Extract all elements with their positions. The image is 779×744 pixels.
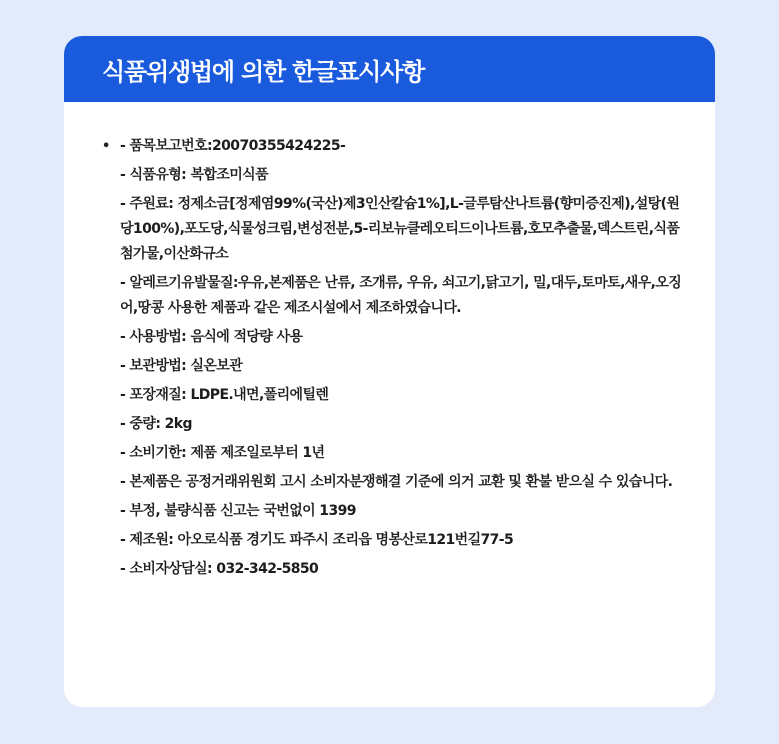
main-ingredients: - 주원료: 정제소금[정제염99%(국산)제3인산칼슘1%],L-글루탐산나트륨(향미증진제),설탕(원당100%),포도당,식물성크림,변성전분,5-리보뉴클레오티드이나트륨,호모추출물,덱스트린,식품첨가물,이산화규소 (120, 196, 680, 262)
card-title: 식품위생법에 의한 한글표시사항 (102, 57, 425, 86)
consumer-center: - 소비자상담실: 032-342-5850 (120, 561, 319, 577)
usage-method: - 사용방법: 음식에 적당량 사용 (120, 329, 303, 345)
refund-notice: - 본제품은 공정거래위원회 고시 소비자분쟁해결 기준에 의거 교환 및 환불 받으실 수 있습니다. (120, 474, 673, 490)
food-type: - 식품유형: 복합조미식품 (120, 167, 268, 183)
card-content (102, 134, 692, 586)
weight: - 중량: 2kg (120, 416, 192, 432)
storage-method: - 보관방법: 실온보관 (120, 358, 243, 374)
card-header (64, 36, 715, 102)
label-info-card (64, 36, 715, 707)
report-hotline: - 부정, 불량식품 신고는 국번없이 1399 (120, 503, 356, 519)
product-report-number: - 품목보고번호:20070355424225- (120, 138, 346, 154)
info-list (102, 134, 692, 582)
manufacturer: - 제조원: 아오로식품 경기도 파주시 조리읍 명봉산로121번길77-5 (120, 532, 514, 548)
bullet-icon: • (102, 139, 111, 154)
allergens: - 알레르기유발물질:우유,본제품은 난류, 조개류, 우유, 쇠고기,닭고기, 밀,대두,토마토,새우,오징어,땅콩 사용한 제품과 같은 제조시설에서 제조하였습니다. (120, 275, 682, 316)
packaging-material: - 포장재질: LDPE.내면,폴리에틸렌 (120, 387, 329, 403)
expiration: - 소비기한: 제품 제조일로부터 1년 (120, 445, 325, 461)
